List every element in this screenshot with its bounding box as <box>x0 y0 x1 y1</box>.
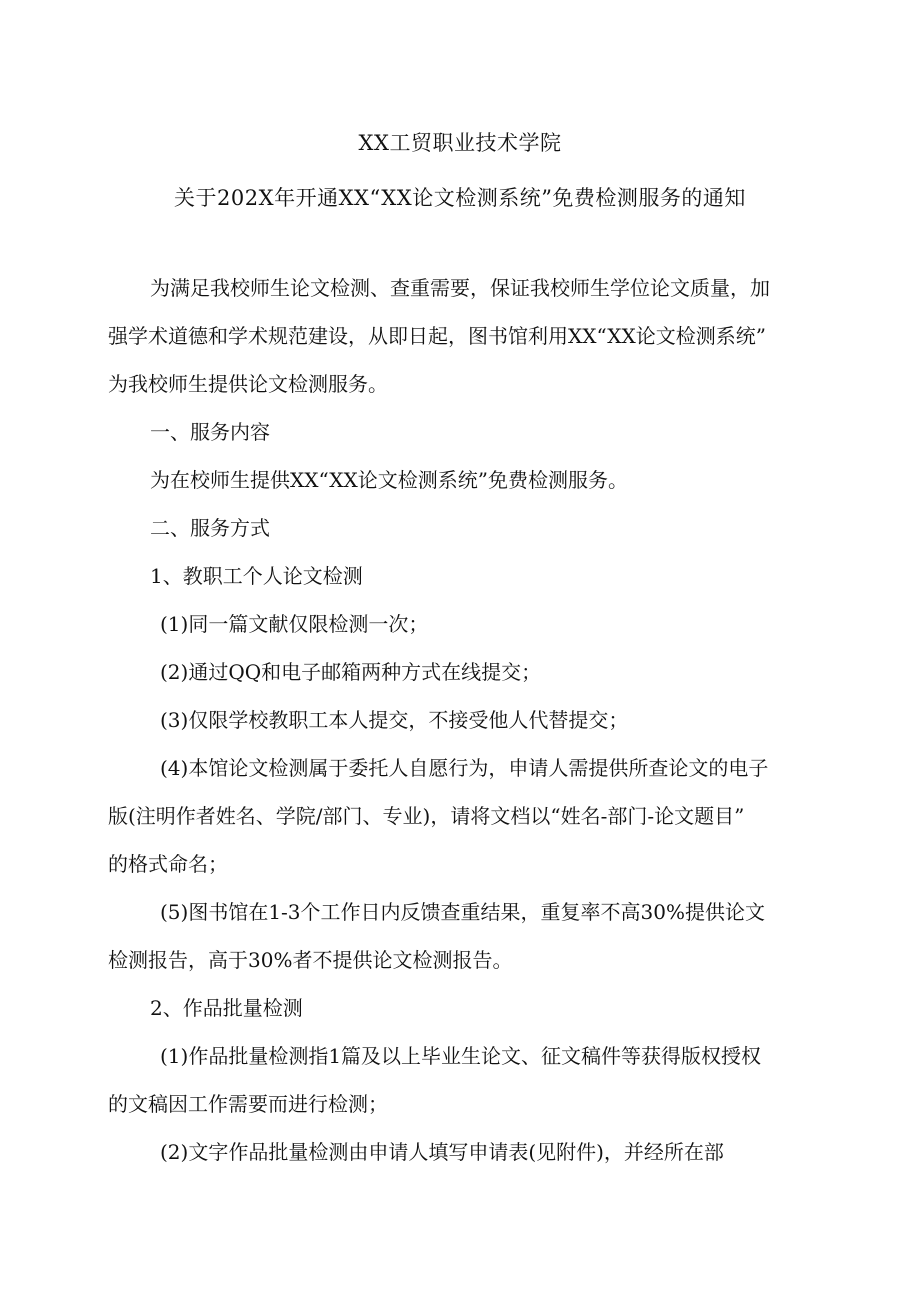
subsection-2-item-2: (2)文字作品批量检测由申请人填写申请表(见附件)，并经所在部 <box>160 1140 724 1164</box>
subsection-1-item-4-line-1: (4)本馆论文检测属于委托人自愿行为，申请人需提供所查论文的电子 <box>160 756 769 780</box>
subsection-2-item-1-line-1: (1)作品批量检测指1篇及以上毕业生论文、征文稿件等获得版权授权 <box>160 1044 762 1068</box>
intro-line-3: 为我校师生提供论文检测服务。 <box>108 372 388 396</box>
subsection-2-item-1-line-2: 的文稿因工作需要而进行检测； <box>108 1092 388 1116</box>
subsection-1-item-2: (2)通过QQ和电子邮箱两种方式在线提交； <box>160 660 542 684</box>
subsection-1-item-5-line-2: 检测报告，高于30%者不提供论文检测报告。 <box>108 948 513 972</box>
section-1-heading: 一、服务内容 <box>150 420 270 444</box>
subsection-1-item-4-line-3: 的格式命名； <box>108 852 228 876</box>
notice-title: 关于202X年开通XX“XX论文检测系统”免费检测服务的通知 <box>174 186 746 210</box>
subsection-2-heading: 2、作品批量检测 <box>150 996 303 1020</box>
intro-line-1: 为满足我校师生论文检测、查重需要，保证我校师生学位论文质量，加 <box>150 276 770 300</box>
subsection-1-heading: 1、教职工个人论文检测 <box>150 564 363 588</box>
subsection-1-item-3: (3)仅限学校教职工本人提交，不接受他人代替提交； <box>160 708 629 732</box>
subsection-1-item-5-line-1: (5)图书馆在1-3个工作日内反馈查重结果，重复率不高30%提供论文 <box>160 900 765 924</box>
section-1-text: 为在校师生提供XX“XX论文检测系统”免费检测服务。 <box>150 468 628 492</box>
subsection-1-item-4-line-2: 版(注明作者姓名、学院/部门、专业)，请将文档以“姓名-部门-论文题目” <box>108 804 745 828</box>
institution-title: XX工贸职业技术学院 <box>358 131 562 155</box>
subsection-1-item-1: (1)同一篇文献仅限检测一次； <box>160 612 429 636</box>
intro-line-2: 强学术道德和学术规范建设，从即日起，图书馆利用XX“XX论文检测系统” <box>108 324 766 348</box>
section-2-heading: 二、服务方式 <box>150 516 270 540</box>
